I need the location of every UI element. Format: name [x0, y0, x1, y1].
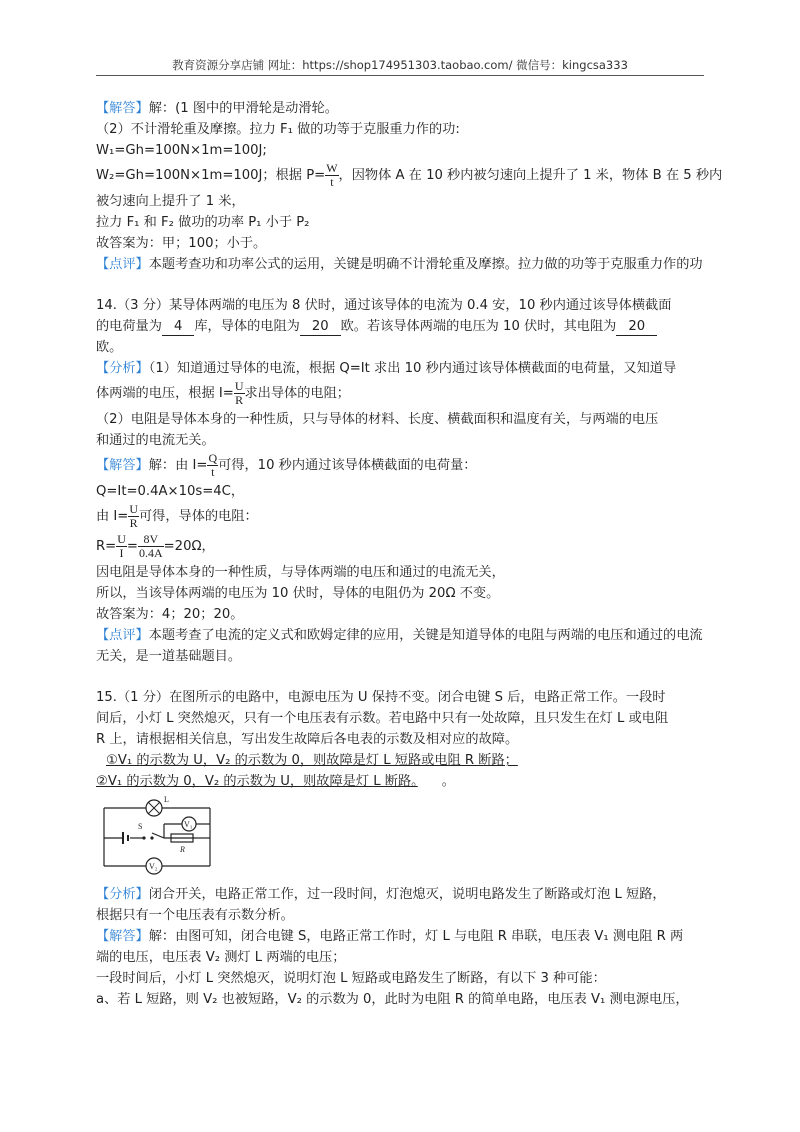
q14-analysis-line-3: （2）电阻是导体本身的一种性质，只与导体的材料、长度、横截面积和温度有关，与两端的电压: [96, 412, 659, 427]
comment-tag: 【点评】: [96, 628, 149, 643]
q15-solution-line-3: 一段时间后，小灯 L 突然熄灭，说明灯泡 L 短路或电路发生了断路，有以下 3 种可能：: [96, 971, 606, 986]
voltmeter-2-label: V₂: [149, 862, 158, 871]
q14-analysis-line-2: 体两端的电压，根据 I= $\frac{U}{R}$ 求出导体的电阻；: [96, 378, 350, 407]
q13-answer-line-1: 【解答】解：(1 图中的甲滑轮是动滑轮。: [96, 101, 338, 116]
answer-tag: 【解答】: [96, 458, 149, 473]
fraction-w-over-t: $\frac{W}{t}$: [326, 160, 338, 189]
q14-analysis-line-1: 【分析】（1）知道通过导体的电流，根据 Q=It 求出 10 秒内通过该导体横截面的电荷量，又知道导: [96, 361, 677, 376]
document-body: [96, 98, 723, 1010]
q13-answer-line-5: 被匀速向上提升了 1 米，: [96, 194, 245, 209]
q13-comment: 【点评】本题考查功和功率公式的运用，关键是明确不计滑轮重及摩擦。拉力做的功等于克服重力作的功: [96, 257, 703, 272]
q15-solution-line-1: 【解答】解：由图可知，闭合电键 S，电路正常工作时，灯 L 与电阻 R 串联，电压表 V₁ 测电阻 R 两: [96, 929, 684, 944]
voltmeter-1-label: V₁: [184, 820, 193, 829]
fraction-u-over-r: $\frac{U}{R}$: [234, 378, 244, 407]
q15-solution-line-4: a、若 L 短路，则 V₂ 也被短路，V₂ 的示数为 0，此时为电阻 R 的简单电路，电压表 V₁ 测电源电压，: [96, 992, 689, 1007]
q13-answer-line-6: 拉力 F₁ 和 F₂ 做功的功率 P₁ 小于 P₂: [96, 215, 310, 230]
q15-stem-line-2: 间后，小灯 L 突然熄灭，只有一个电压表有示数。若电路中只有一处故障，且只发生在灯 L 或电阻: [96, 711, 669, 726]
q13-answer-line-3: W₁=Gh=100N×1m=100J;: [96, 143, 267, 158]
q14-stem-line-1: 14.（3 分）某导体两端的电压为 8 伏时，通过该导体的电流为 0.4 安，10 秒内通过该导体横截面: [96, 298, 672, 313]
q14-solution-line-6: 所以，当该导体两端的电压为 10 伏时，导体的电阻仍为 20Ω 不变。: [96, 586, 500, 601]
analysis-tag: 【分析】: [96, 361, 149, 376]
circuit-diagram: [100, 796, 220, 876]
q14-analysis-line-4: 和通过的电流无关。: [96, 433, 215, 448]
comment-tag: 【点评】: [96, 257, 149, 272]
switch-label: S: [138, 822, 143, 831]
q14-solution-line-1: 【解答】解：由 I= $\frac{Q}{t}$ 可得，10 秒内通过该导体横截面的电荷量：: [96, 450, 477, 479]
q15-answer-2: ②V₁ 的示数为 0，V₂ 的示数为 U，则故障是灯 L 断路。: [96, 774, 418, 789]
q14-blank-3: 20: [616, 319, 657, 336]
header-rule: [96, 75, 704, 76]
q13-answer-line-4: W₂=Gh=100N×1m=100J；根据 P= $\frac{W}{t}$ ，因物体 A 在 10 秒内被匀速向上提升了 1 米，物体 B 在 5 秒内: [96, 160, 723, 189]
answer-tag: 【解答】: [96, 929, 149, 944]
fraction-8v-over-0.4a: $\frac{8V}{0.4A}$: [138, 531, 163, 560]
page-header: 教育资源分享店铺 网址：https://shop174951303.taobao.com/ 微信号：kingcsa333: [172, 58, 628, 72]
q15-stem-line-1: 15.（1 分）在图所示的电路中，电源电压为 U 保持不变。闭合电键 S 后，电路正常工作。一段时: [96, 690, 666, 705]
lamp-label: L: [164, 796, 169, 804]
q14-stem-line-3: 欧。: [96, 340, 123, 355]
resistor-label: R: [180, 845, 185, 854]
q15-answer-1: ①V₁ 的示数为 U，V₂ 的示数为 0，则故障是灯 L 短路或电阻 R 断路；: [106, 753, 518, 768]
q14-blank-2: 20: [300, 319, 341, 336]
analysis-tag: 【分析】: [96, 887, 149, 902]
q13-answer-line-2: （2）不计滑轮重及摩擦。拉力 F₁ 做的功等于克服重力作的功:: [96, 122, 460, 137]
q14-comment: 【点评】本题考查了电流的定义式和欧姆定律的应用，关键是知道导体的电阻与两端的电压和通过的电流无关，是一道基础题目。: [96, 628, 703, 664]
q15-analysis-line-2: 根据只有一个电压表有示数分析。: [96, 908, 294, 923]
spacer: [96, 667, 704, 687]
fraction-u-over-r: $\frac{U}{R}$: [129, 501, 138, 530]
q15-analysis-line-1: 【分析】闭合开关，电路正常工作，过一段时间，灯泡熄灭，说明电路发生了断路或灯泡 L 短路，: [96, 887, 666, 902]
q13-answer-line-7: 故答案为：甲；100；小于。: [96, 236, 267, 251]
fraction-u-over-i: $\frac{U}{I}$: [117, 531, 126, 560]
q14-solution-line-7: 故答案为：4；20；20。: [96, 607, 244, 622]
q14-blank-1: 4: [162, 319, 194, 336]
answer-tag: 【解答】: [96, 101, 149, 116]
q15-stem-line-3: R 上，请根据相关信息，写出发生故障后各电表的示数及相对应的故障。: [96, 732, 519, 747]
q15-answer-2-line: ②V₁ 的示数为 0，V₂ 的示数为 U，则故障是灯 L 断路。 。: [96, 774, 455, 789]
spacer: [96, 275, 704, 295]
fraction-q-over-t: $\frac{Q}{t}$: [208, 450, 218, 479]
q14-solution-line-4: R= $\frac{U}{I}$ = $\frac{8V}{0.4A}$ =20Ω，: [96, 531, 215, 560]
q14-solution-line-5: 因电阻是导体本身的一种性质，与导体两端的电压和通过的电流无关，: [96, 565, 505, 580]
q14-stem-line-2: 的电荷量为 4 库，导体的电阻为 20 欧。若该导体两端的电压为 10 伏时，其电阻为 20: [96, 316, 704, 337]
q14-solution-line-2: Q=It=0.4A×10s=4C，: [96, 484, 245, 499]
q14-solution-line-3: 由 I= $\frac{U}{R}$ 可得，导体的电阻：: [96, 501, 258, 530]
q15-solution-line-2: 端的电压，电压表 V₂ 测灯 L 两端的电压；: [96, 950, 346, 965]
